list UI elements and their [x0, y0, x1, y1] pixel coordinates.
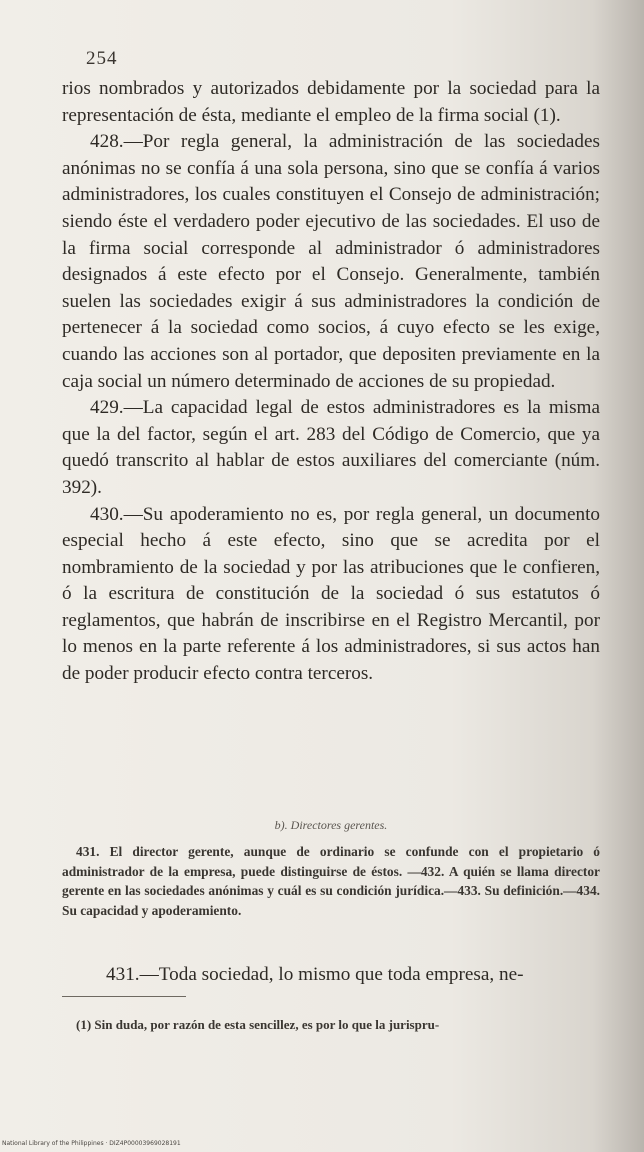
paragraph-429: 429.—La capacidad legal de estos administradores es la misma que la del factor, según el art. 283 del Código de Comercio, que ya quedó transcrito al hablar de estos auxiliares del comerciante (núm. 392). — [62, 397, 600, 498]
paragraph-431-text: 431.—Toda sociedad, lo mismo que toda empresa, ne- — [106, 964, 524, 985]
scan-credit: National Library of the Philippines · DIZ4P00003969028191 — [2, 1140, 181, 1147]
paragraph-continued: rios nombrados y autorizados debidamente por la sociedad para la representación de ésta, mediante el empleo de la firma social (1). — [62, 78, 600, 126]
section-summary — [62, 842, 600, 920]
section-subheading: b). Directores gerentes. — [274, 818, 388, 832]
paragraph-431 — [62, 962, 600, 988]
page-number: 254 — [86, 48, 118, 69]
footnote-divider — [62, 996, 186, 997]
footnote: (1) Sin duda, por razón de esta sencillez, es por lo que la jurispru- — [76, 1017, 440, 1032]
paragraph-430: 430.—Su apoderamiento no es, por regla general, un documento especial hecho á este efecto, sino que se acredita por el nombramiento de la sociedad y por las atribuciones que le confieren, ó la escritura de constitución de la sociedad ó sus estatutos ó reglamentos, que habrán de inscribirse en el Registro Mercantil, por lo menos en la parte referente á los administradores, si sus actos han de poder producir efecto contra terceros. — [62, 503, 600, 685]
paragraph-428: 428.—Por regla general, la administración de las sociedades anónimas no se confía á una sola persona, sino que se confía á varios administradores, los cuales constituyen el Consejo de administración; siendo éste el verdadero poder ejecutivo de las sociedades. El uso de la firma social corresponde al administrador ó administradores designados á este efecto por el Consejo. Generalmente, también suelen las sociedades exigir á sus administradores la condición de pertenecer á la sociedad como socios, á cuyo efecto se les exige, cuando las acciones son al portador, que depositen previamente en la caja social un número determinado de acciones de su propiedad. — [62, 131, 600, 392]
summary-text: 431. El director gerente, aunque de ordinario se confunde con el propietario ó administrador de la empresa, puede distinguirse de éstos. —432. A quién se llama director gerente en las sociedades anónimas y cuál es su condición jurídica.—433. Su definición.—434. Su capacidad y apoderamiento. — [62, 844, 600, 918]
main-text — [62, 76, 600, 688]
